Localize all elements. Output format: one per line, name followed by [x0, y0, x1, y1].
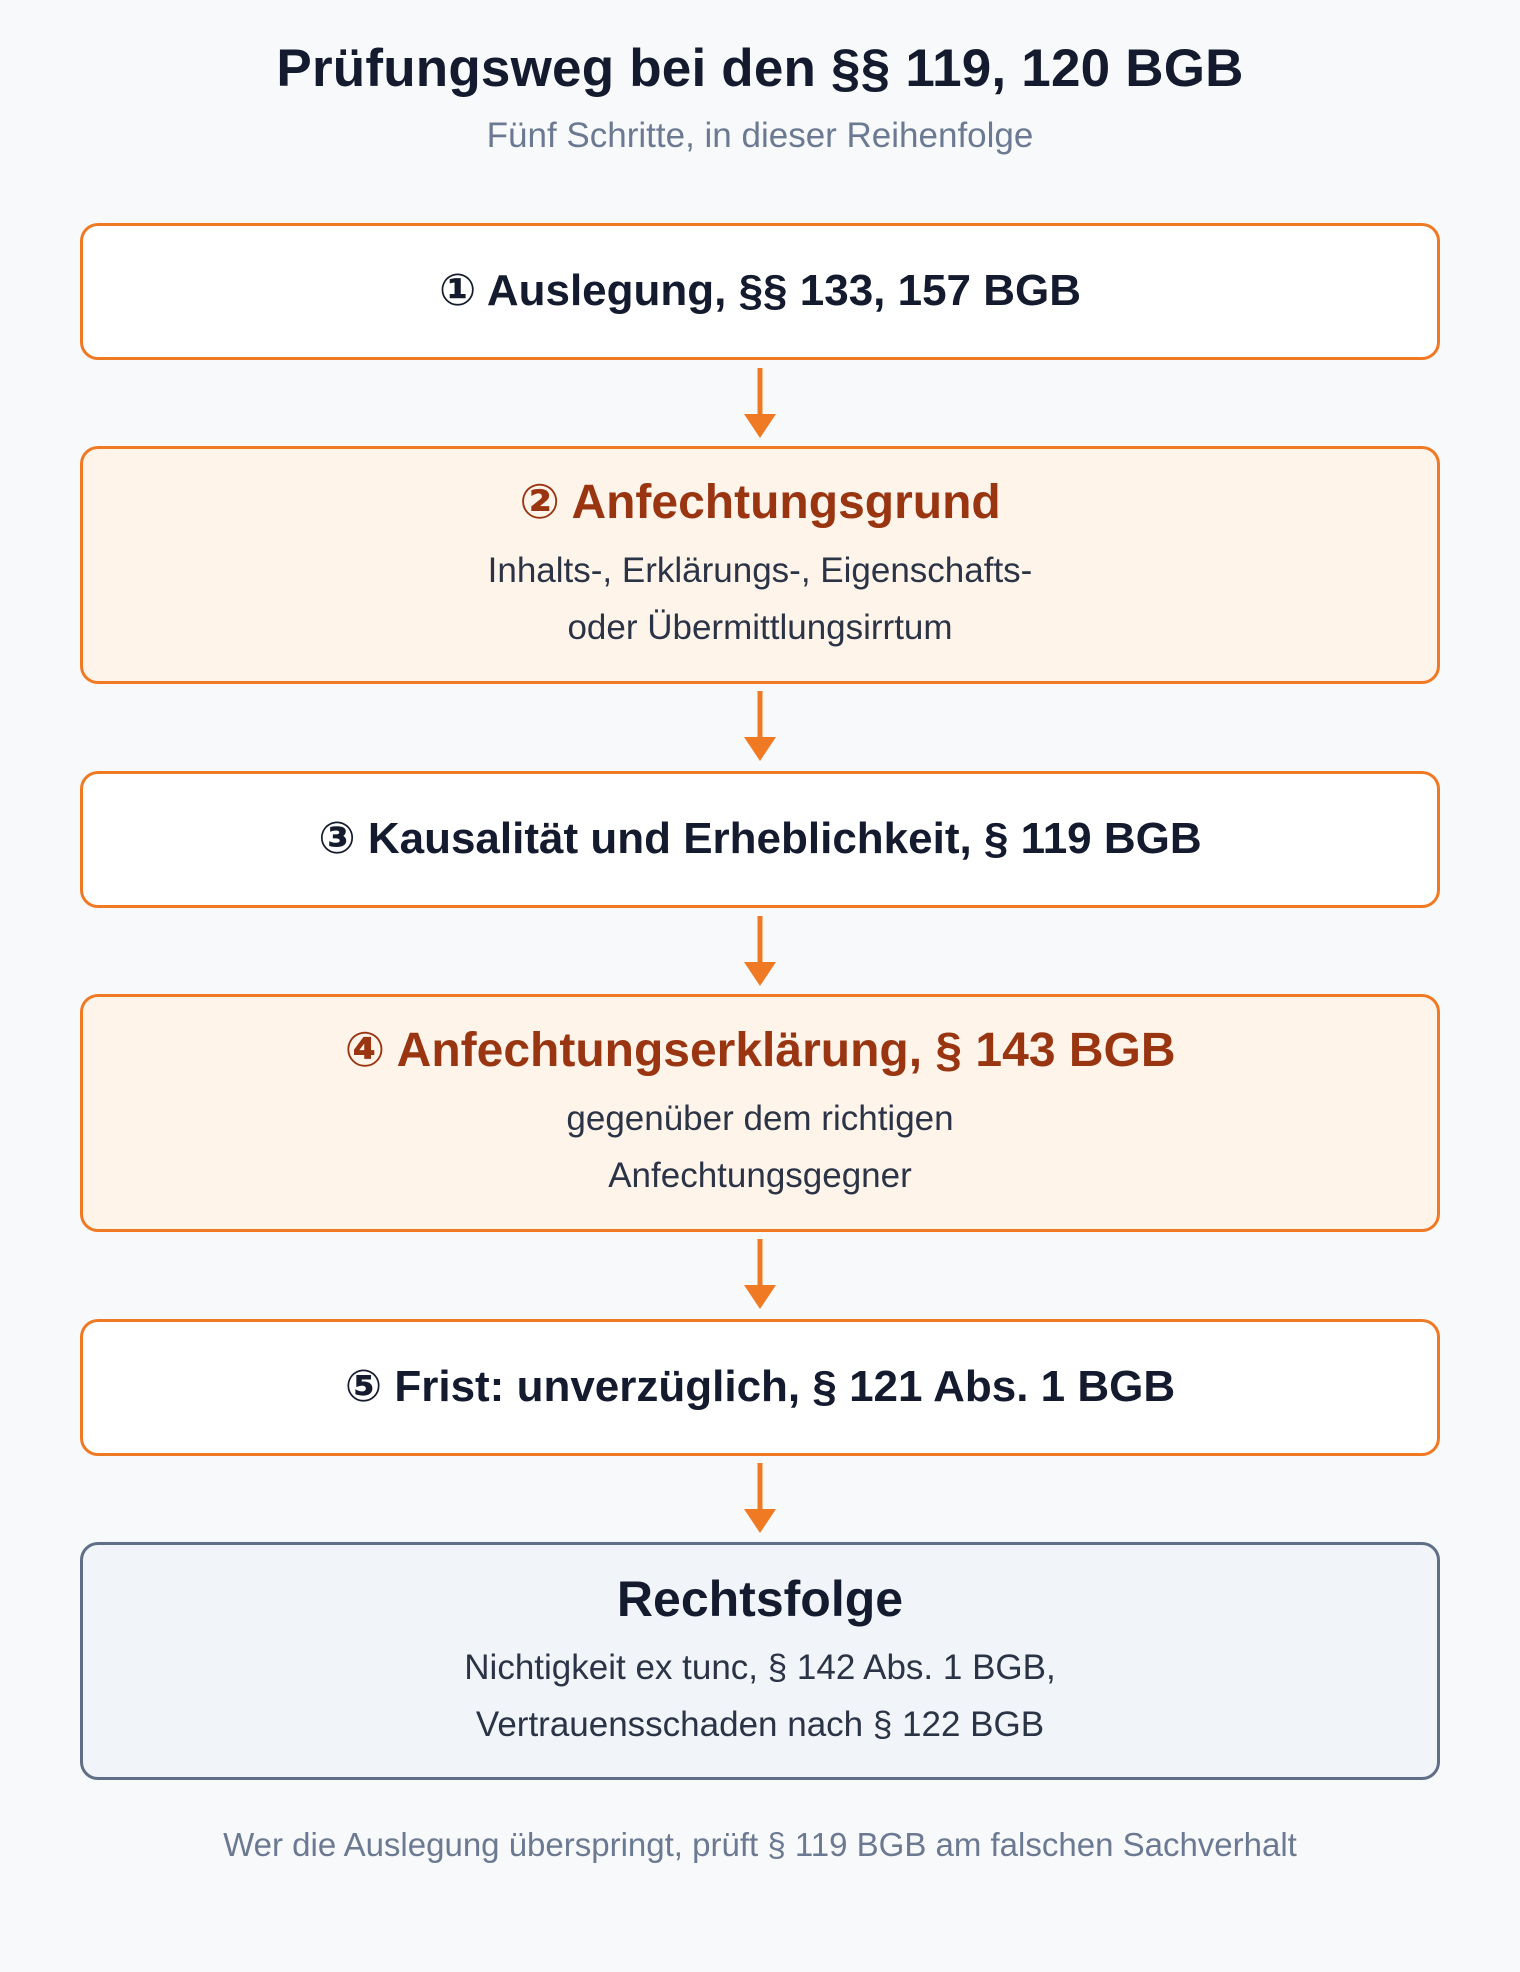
arrow-down-icon: [744, 916, 776, 988]
result-box: [80, 1542, 1440, 1780]
step-2-detail-line-2: oder Übermittlungsirrtum: [567, 607, 953, 647]
step-2-detail-line-1: Inhalts-, Erklärungs-, Eigenschafts-: [487, 550, 1033, 590]
step-4-title: ④ Anfechtungserklärung, § 143 BGB: [344, 1024, 1176, 1078]
step-2-box: [80, 446, 1440, 684]
step-2-title: ② Anfechtungsgrund: [519, 476, 1001, 530]
result-detail-line-1: Nichtigkeit ex tunc, § 142 Abs. 1 BGB,: [464, 1648, 1056, 1687]
result-title: Rechtsfolge: [616, 1571, 904, 1627]
step-4-box: [80, 994, 1440, 1232]
step-4-detail-line-1: gegenüber dem richtigen: [566, 1098, 954, 1138]
arrow-down-icon: [744, 1463, 776, 1535]
step-5-title: ⑤ Frist: unverzüglich, § 121 Abs. 1 BGB: [344, 1362, 1176, 1412]
step-1-title: ① Auslegung, §§ 133, 157 BGB: [438, 266, 1082, 316]
step-1-box: [80, 223, 1440, 360]
arrow-down-icon: [744, 1239, 776, 1311]
arrow-down-icon: [744, 691, 776, 763]
arrow-down-icon: [744, 368, 776, 440]
page-title: Prüfungsweg bei den §§ 119, 120 BGB: [276, 39, 1244, 98]
result-detail-line-2: Vertrauensschaden nach § 122 BGB: [475, 1705, 1045, 1744]
step-3-box: [80, 771, 1440, 908]
step-4-detail-line-2: Anfechtungsgegner: [608, 1155, 912, 1195]
footer-note: Wer die Auslegung überspringt, prüft § 119 BGB am falschen Sachverhalt: [223, 1826, 1297, 1863]
step-3-title: ③ Kausalität und Erheblichkeit, § 119 BGB: [318, 814, 1202, 864]
page-subtitle: Fünf Schritte, in dieser Reihenfolge: [486, 116, 1034, 155]
step-5-box: [80, 1319, 1440, 1456]
